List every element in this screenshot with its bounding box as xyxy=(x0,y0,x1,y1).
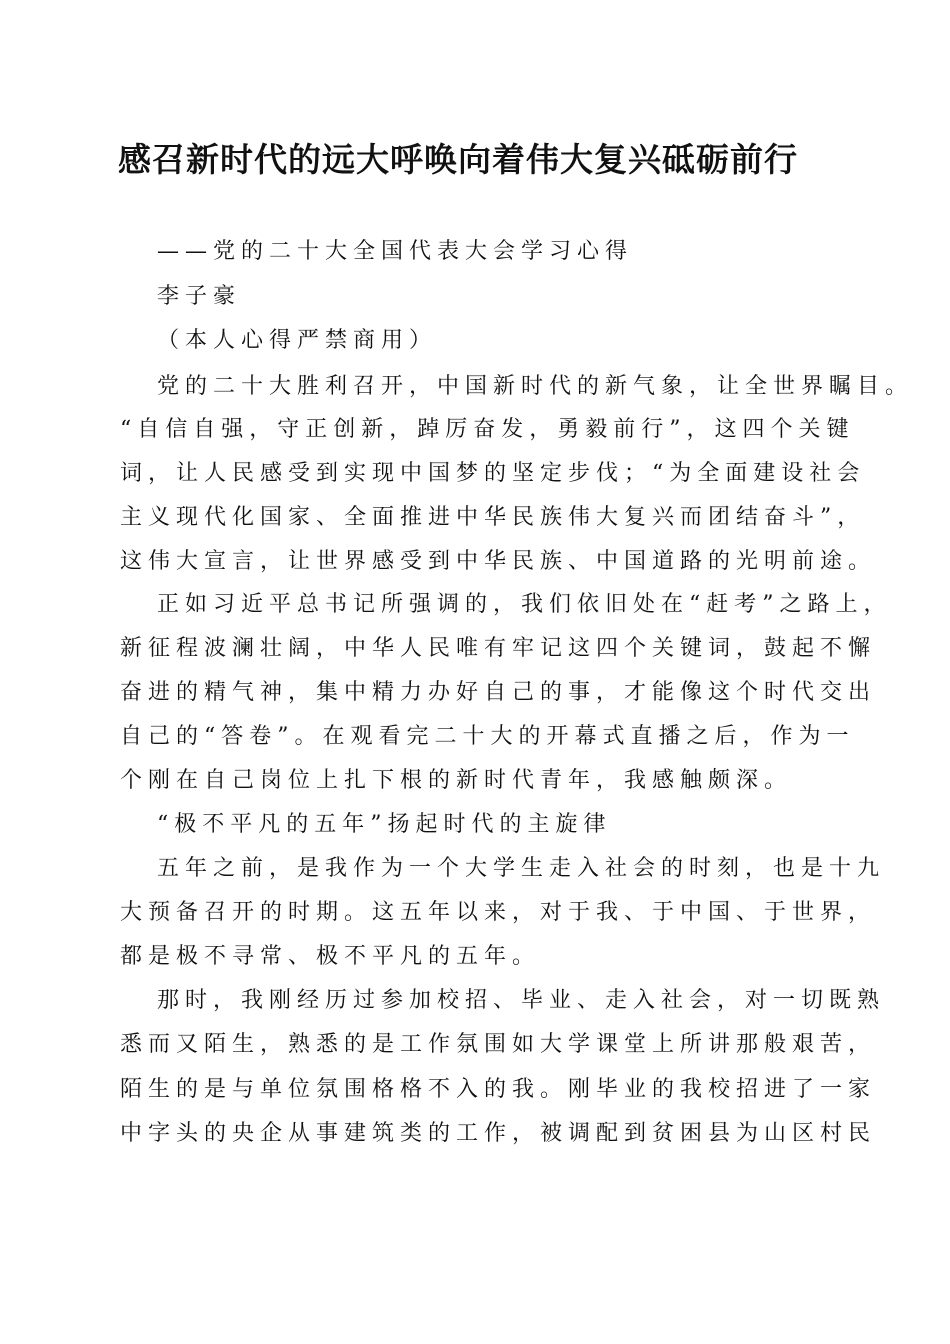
paragraph-line: 中字头的央企从事建筑类的工作，被调配到贫困县为山区村民 xyxy=(120,1121,877,1146)
paragraph-line: “自信自强，守正创新，踔厉奋发，勇毅前行”，这四个关键 xyxy=(120,417,855,442)
paragraph-line: 正如习近平总书记所强调的，我们依旧处在“赶考”之路上， xyxy=(157,592,892,617)
paragraph-line: 个刚在自己岗位上扎下根的新时代青年，我感触颇深。 xyxy=(120,768,793,793)
document-title: 感召新时代的远大呼唤向着伟大复兴砥砺前行 xyxy=(118,140,798,179)
paragraph-line: 主义现代化国家、全面推进中华民族伟大复兴而团结奋斗”， xyxy=(120,505,866,530)
author: 李子豪 xyxy=(157,284,242,309)
paragraph-line: 自己的“答卷”。在观看完二十大的开幕式直播之后，作为一 xyxy=(120,724,855,749)
usage-note: （本人心得严禁商用） xyxy=(157,328,438,353)
paragraph-line: 大预备召开的时期。这五年以来，对于我、于中国、于世界， xyxy=(120,900,877,925)
paragraph-line: 那时，我刚经历过参加校招、毕业、走入社会，对一切既熟 xyxy=(157,988,886,1013)
paragraph-line: 陌生的是与单位氛围格格不入的我。刚毕业的我校招进了一家 xyxy=(120,1077,877,1102)
subtitle: ——党的二十大全国代表大会学习心得 xyxy=(157,239,634,264)
paragraph-line: 五年之前，是我作为一个大学生走入社会的时刻，也是十九 xyxy=(157,856,886,881)
paragraph-line: 这伟大宣言，让世界感受到中华民族、中国道路的光明前途。 xyxy=(120,549,877,574)
paragraph-line: 都是极不寻常、极不平凡的五年。 xyxy=(120,944,541,969)
paragraph-line: 党的二十大胜利召开，中国新时代的新气象，让全世界瞩目。 xyxy=(157,374,914,399)
paragraph-line: 悉而又陌生，熟悉的是工作氛围如大学课堂上所讲那般艰苦， xyxy=(120,1032,877,1057)
paragraph-line: 词，让人民感受到实现中国梦的坚定步伐；“为全面建设社会 xyxy=(120,461,866,486)
paragraph-line: 奋进的精气神，集中精力办好自己的事，才能像这个时代交出 xyxy=(120,680,877,705)
paragraph-line: 新征程波澜壮阔，中华人民唯有牢记这四个关键词，鼓起不懈 xyxy=(120,636,877,661)
section-heading: “极不平凡的五年”扬起时代的主旋律 xyxy=(157,812,612,837)
